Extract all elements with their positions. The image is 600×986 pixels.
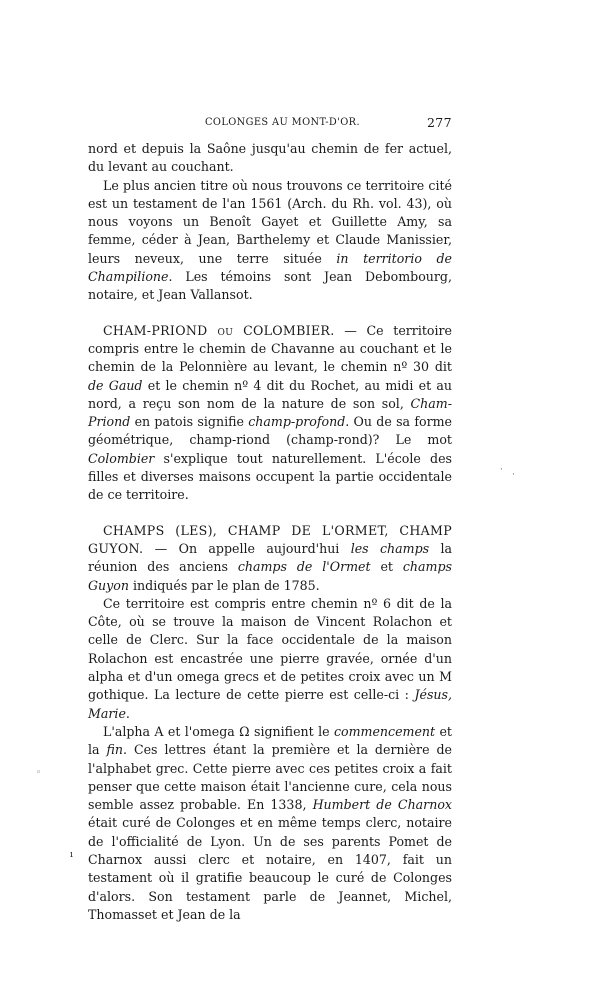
scan-speck: ◦ [36,768,42,778]
paragraph-testament: Le plus ancien titre où nous trouvons ce territoire cité est un testament de l'an 1561 (Arch. du Rh. vol. 43), où nous voyons un Benoît Gayet et Guillette Amy, sa femme, céder à Jean, Barthelemy et Claude Manissier, leurs neveux, une terre située in territorio de Champilione. Les témoins sont Jean Debombourg, notaire, et Jean Vallansot. [88,177,452,303]
paragraph-continuation: nord et depuis la Saône jusqu'au chemin de fer actuel, du levant au couchant. [88,141,452,175]
body-text [88,140,452,924]
scan-speck: · [512,470,515,480]
section-heading-cham-priond: CHAM-PRIOND ou COLOMBIER. [103,322,335,338]
paragraph-alpha-omega: L'alpha A et l'omega Ω signifient le commencement et la fin. Ces lettres étant la première et la dernière de l'alphabet grec. Cette pierre avec ces petites croix a fait penser que cette maison était l'ancienne cure, cela nous semble assez probable. En 1338, Humbert de Charnox était curé de Colonges et en même temps clerc, notaire de l'officialité de Lyon. Un de ses parents Pomet de Charnox aussi clerc et notaire, en 1407, fait un testament où il gratifie beaucoup le curé de Colonges d'alors. Son testament parle de Jeannet, Michel, Thomasset et Jean de la [88,723,452,922]
paragraph-champs: CHAMPS (LES), CHAMP DE L'ORMET, CHAMP GUYON. — On appelle aujourd'hui les champs la réunion des anciens champs de l'Ormet et champs Guyon indiqués par le plan de 1785. [88,522,453,593]
header-title: COLONGES AU MONT-D'OR. [205,117,360,128]
section-gap [88,505,452,522]
scan-speck: · [500,465,503,475]
paragraph-cham-priond: CHAM-PRIOND ou COLOMBIER. — Ce territoire compris entre le chemin de Chavanne au couchant et le chemin de la Pelonnière au levant, le chemin nº 30 dit de Gaud et le chemin nº 4 dit du Rochet, au midi et au nord, a reçu son nom de la nature de son sol, Cham-Priond en patois signifie champ-profond. Ou de sa forme géométrique, champ-riond (champ-rond)? Le mot Colombier s'explique tout naturellement. L'école des filles et diverses maisons occupent la partie occidentale de ce territoire. [88,322,452,503]
section-heading-champs: CHAMPS (LES), CHAMP DE L'ORMET, CHAMP GUYON. [88,522,452,556]
paragraph-territoire-cote: Ce territoire est compris entre chemin nº 6 dit de la Côte, où se trouve la maison de Vincent Rolachon et celle de Clerc. Sur la face occidentale de la maison Rolachon est encastrée une pierre gravée, ornée d'un alpha et d'un omega grecs et de petites croix avec un M gothique. La lecture de cette pierre est celle-ci : Jésus, Marie. [88,595,452,721]
scan-speck: ı [70,850,73,860]
page-number: 277 [426,115,452,130]
section-gap [88,305,452,322]
